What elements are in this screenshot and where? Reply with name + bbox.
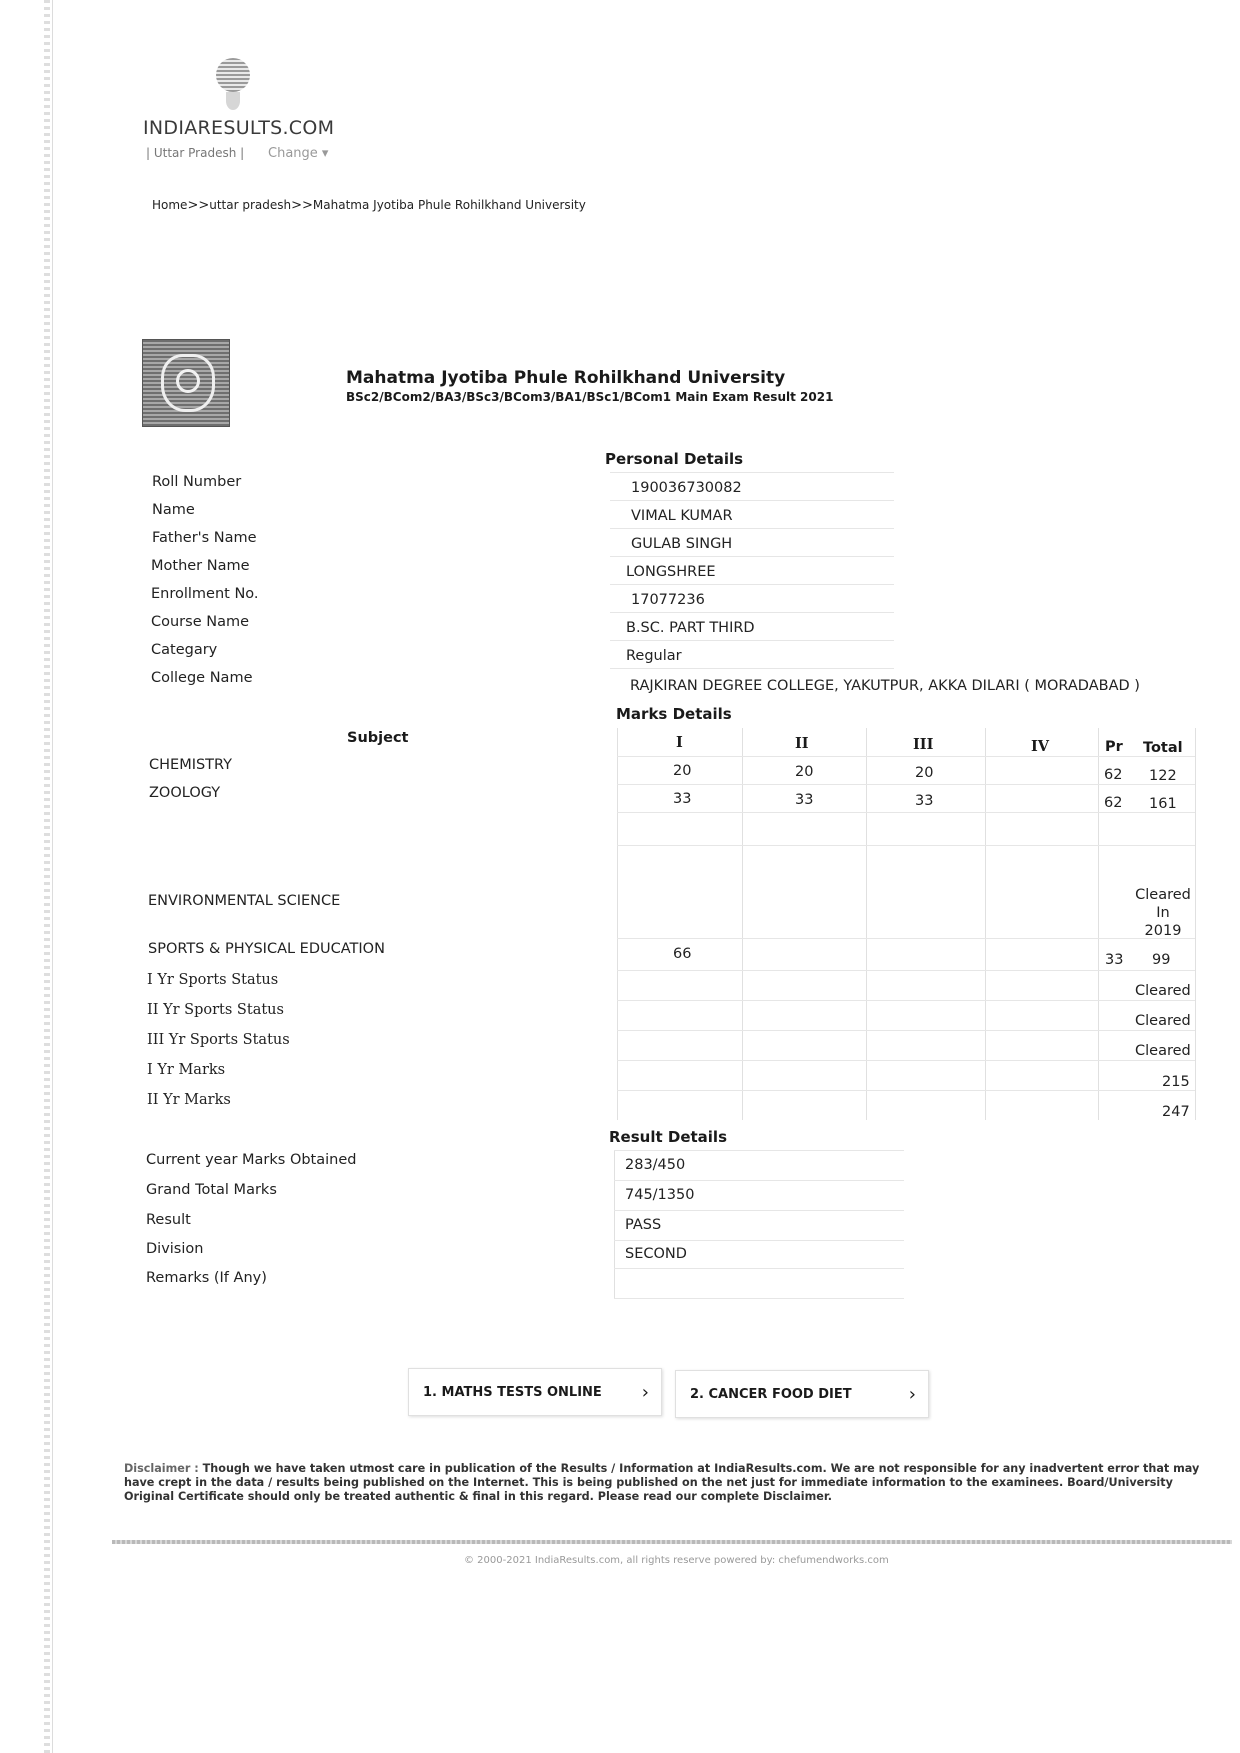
disclaimer-text: Though we have taken utmost care in publication of the Results / Information at IndiaResults.com. We are not responsible for any inadvertent error that may have crept in the data / results being published on the Internet. This is being published on the net just for immediate information to the examinees. Board/University Original Certificate should only be treated authentic & final in this regard. Please read our complete	[124, 1462, 1200, 1503]
link-label: 2. CANCER FOOD DIET	[690, 1386, 852, 1402]
year-marks-value: 215	[1162, 1074, 1190, 1090]
site-logo-drop-icon	[226, 92, 240, 110]
mark-total: 161	[1149, 796, 1177, 812]
mark-pr: 62	[1104, 795, 1123, 811]
disclaimer-link[interactable]: Disclaimer.	[762, 1490, 832, 1503]
remarks-label: Remarks (If Any)	[146, 1270, 267, 1286]
chevron-right-icon: ›	[641, 1382, 649, 1403]
fathers-name-value: GULAB SINGH	[631, 536, 733, 552]
mother-name-label: Mother Name	[151, 558, 250, 574]
sports-status-value: Cleared	[1135, 1013, 1191, 1029]
site-logo-icon[interactable]	[216, 58, 250, 92]
fathers-name-label: Father's Name	[152, 530, 257, 546]
year-marks-label: II Yr Marks	[147, 1092, 231, 1108]
result-details-heading: Result Details	[609, 1128, 727, 1146]
chevron-right-icon: ›	[908, 1384, 916, 1405]
site-brand[interactable]: INDIARESULTS.COM	[143, 117, 335, 139]
year-marks-label: I Yr Marks	[147, 1062, 226, 1078]
sports-status-value: Cleared	[1135, 983, 1191, 999]
copyright: © 2000-2021 IndiaResults.com, all rights reserve powered by: chefumendworks.com	[464, 1555, 889, 1566]
college-name-value: RAJKIRAN DEGREE COLLEGE, YAKUTPUR, AKKA DILARI ( MORADABAD )	[630, 678, 1140, 694]
mark-pr: 33	[1105, 952, 1124, 968]
division-value: SECOND	[625, 1246, 687, 1262]
status-line: In	[1156, 905, 1170, 921]
mark-total: 99	[1152, 952, 1171, 968]
maths-tests-link[interactable]	[408, 1368, 662, 1416]
footer-divider	[112, 1540, 1232, 1544]
mark-i: 33	[673, 791, 692, 807]
current-marks-value: 283/450	[625, 1157, 686, 1173]
breadcrumb	[152, 198, 586, 213]
name-value: VIMAL KUMAR	[631, 508, 733, 524]
mark-pr: 62	[1104, 767, 1123, 783]
col-iv: IV	[1031, 738, 1050, 755]
name-label: Name	[152, 502, 195, 518]
exam-title: BSc2/BCom2/BA3/BSc3/BCom3/BA1/BSc1/BCom1 Main Exam Result 2021	[346, 390, 834, 404]
mark-i: 20	[673, 763, 692, 779]
sports-status-value: Cleared	[1135, 1043, 1191, 1059]
breadcrumb-university[interactable]: Mahatma Jyotiba Phule Rohilkhand University	[312, 198, 586, 212]
current-marks-label: Current year Marks Obtained	[146, 1152, 357, 1168]
category-value: Regular	[626, 648, 682, 664]
course-name-label: Course Name	[151, 614, 250, 630]
breadcrumb-separator: >>	[291, 198, 313, 213]
subject-name: ZOOLOGY	[149, 785, 221, 801]
subject-name: ENVIRONMENTAL SCIENCE	[148, 893, 341, 909]
sports-status-label: II Yr Sports Status	[147, 1002, 284, 1018]
breadcrumb-state[interactable]: uttar pradesh	[209, 198, 292, 212]
category-label: Categary	[151, 642, 218, 658]
college-name-label: College Name	[151, 670, 253, 686]
cancer-food-diet-link[interactable]	[675, 1370, 929, 1418]
roll-number-label: Roll Number	[152, 474, 242, 490]
result-label: Result	[146, 1212, 191, 1228]
mark-ii: 33	[795, 792, 814, 808]
year-marks-value: 247	[1162, 1104, 1190, 1120]
status-line: 2019	[1144, 923, 1182, 939]
region-label: | Uttar Pradesh |	[146, 146, 245, 160]
university-logo	[142, 339, 230, 427]
col-subject: Subject	[347, 730, 409, 746]
enrollment-label: Enrollment No.	[151, 586, 259, 602]
scan-edge-line	[52, 0, 53, 1753]
grand-total-value: 745/1350	[625, 1187, 695, 1203]
grand-total-label: Grand Total Marks	[146, 1182, 277, 1198]
mark-iii: 20	[915, 765, 934, 781]
sports-status-label: III Yr Sports Status	[147, 1032, 290, 1048]
course-name-value: B.SC. PART THIRD	[626, 620, 755, 636]
division-label: Division	[146, 1241, 204, 1257]
link-label: 1. MATHS TESTS ONLINE	[423, 1384, 602, 1400]
change-region-dropdown[interactable]: Change ▾	[268, 146, 329, 161]
university-name: Mahatma Jyotiba Phule Rohilkhand University	[346, 368, 786, 388]
col-total: Total	[1143, 740, 1183, 756]
disclaimer	[124, 1462, 1200, 1504]
col-iii: III	[913, 736, 934, 753]
status-line: Cleared	[1135, 887, 1191, 903]
env-science-status	[1134, 886, 1192, 940]
result-value: PASS	[625, 1217, 662, 1233]
breadcrumb-separator: >>	[187, 198, 210, 213]
scan-edge	[44, 0, 50, 1753]
mark-iii: 33	[915, 793, 934, 809]
mother-name-value: LONGSHREE	[626, 564, 716, 580]
roll-number-value: 190036730082	[631, 480, 742, 496]
subject-name: SPORTS & PHYSICAL EDUCATION	[148, 941, 385, 957]
col-ii: II	[795, 735, 809, 752]
sports-status-label: I Yr Sports Status	[147, 972, 279, 988]
mark-i: 66	[673, 946, 692, 962]
col-i: I	[676, 734, 683, 751]
subject-name: CHEMISTRY	[149, 757, 233, 773]
col-pr: Pr	[1105, 739, 1123, 755]
disclaimer-lead: Disclaimer :	[124, 1462, 199, 1475]
mark-total: 122	[1149, 768, 1177, 784]
enrollment-value: 17077236	[631, 592, 705, 608]
marks-details-heading: Marks Details	[616, 705, 732, 723]
breadcrumb-home[interactable]: Home	[152, 198, 188, 212]
mark-ii: 20	[795, 764, 814, 780]
personal-details-heading: Personal Details	[605, 450, 744, 468]
